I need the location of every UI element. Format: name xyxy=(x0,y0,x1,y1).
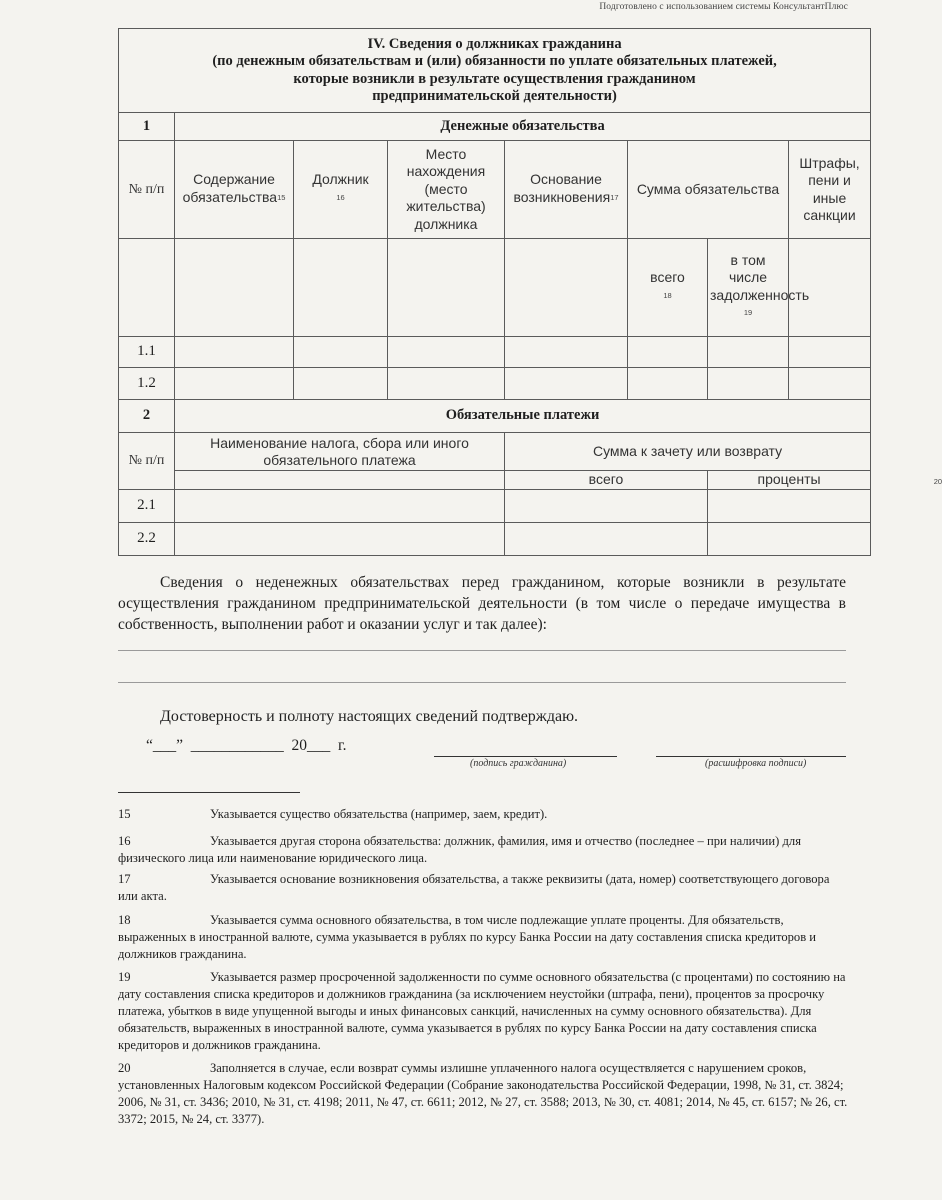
signature-caption: (подпись гражданина) xyxy=(470,758,567,769)
signature-decoding-line[interactable] xyxy=(656,756,846,757)
header-note: Подготовлено с использованием системы КонсультантПлюс xyxy=(599,2,848,12)
section-title: IV. Сведения о должниках гражданина (по денежным обязательствам и (или) обязанности по уплате обязательных платежей, которые возникли в результате осуществления гражданином предпринимательской деятельности) xyxy=(119,29,871,113)
col-header-offset-sum: Сумма к зачету или возврату xyxy=(505,433,871,471)
footnote: 17 Указывается основание возникновения обязательства, а также реквизиты (дата, номер) соответствующего договора или акта. xyxy=(118,872,830,903)
row-number: 1.2 xyxy=(119,368,175,400)
table-cell[interactable] xyxy=(708,368,789,400)
footnote: 18 Указывается сумма основного обязательства, в том числе подлежащие уплате проценты. Для обязательств, выраженных в иностранной валюте, сумма указывается в рублях по курсу Банка России на дату составления списка кредиторов и должников гражданина. xyxy=(118,913,817,961)
table-cell[interactable] xyxy=(294,337,388,368)
table-cell[interactable] xyxy=(789,368,871,400)
footnote: 20 Заполняется в случае, если возврат суммы излишне уплаченного налога осуществляется с нарушением сроков, установленных Налоговым кодексом Российской Федерации (Собрание законодательства Российской Федерации, 1998, № 31, ст. 3824; 2006, № 31, ст. 3436; 2010, № 31, ст. 4198; 2011, № 47, ст. 6611; 2012, № 27, ст. 3588; 2013, № 30, ст. 4081; 2014, № 45, ст. 6157; № 26, ст. 3372; 2015, № 24, ст. 3377). xyxy=(118,1061,848,1126)
table-cell[interactable] xyxy=(175,490,505,523)
table-cell[interactable] xyxy=(708,523,871,556)
table-cell[interactable] xyxy=(175,471,505,490)
non-monetary-obligations-text: Сведения о неденежных обязательствах перед гражданином, которые возникли в результате осуществления гражданином предпринимательской деятельности (в том числе о передаче имущества в собственность, выполнении работ и оказании услуг и так далее): xyxy=(118,574,846,633)
table-cell[interactable] xyxy=(505,337,628,368)
table-cell[interactable] xyxy=(505,368,628,400)
table-cell[interactable] xyxy=(294,239,388,337)
table-cell[interactable] xyxy=(505,239,628,337)
col-header-location: Место нахождения (место жительства) должника xyxy=(388,141,505,239)
footnote: 15 Указывается существо обязательства (например, заем, кредит). xyxy=(118,807,548,821)
fill-in-line[interactable] xyxy=(118,682,846,683)
footnote: 16 Указывается другая сторона обязательства: должник, фамилия, имя и отчество (последнее – при наличии) для физического лица или наименование юридического лица. xyxy=(118,834,801,865)
footnote-separator xyxy=(118,792,300,793)
table-cell[interactable] xyxy=(388,368,505,400)
table-cell[interactable] xyxy=(294,368,388,400)
date-field[interactable]: “___” ____________ 20___ г. xyxy=(146,737,347,754)
col-header-fines: Штрафы, пени и иные санкции xyxy=(789,141,871,239)
table-row xyxy=(119,337,871,368)
table-cell[interactable] xyxy=(789,337,871,368)
table-cell[interactable] xyxy=(628,368,708,400)
table-cell[interactable] xyxy=(708,490,871,523)
signature-line[interactable] xyxy=(434,756,617,757)
table-row xyxy=(119,523,871,556)
table-cell[interactable] xyxy=(505,490,708,523)
table-row xyxy=(119,368,871,400)
col-header-num: № п/п xyxy=(119,141,175,239)
fill-in-line[interactable] xyxy=(118,650,846,651)
table-cell[interactable] xyxy=(175,368,294,400)
table-cell[interactable] xyxy=(388,239,505,337)
mandatory-section-number: 2 xyxy=(119,400,175,433)
sub-header-total: всего $^{18}$ xyxy=(628,239,708,337)
confirmation-text: Достоверность и полноту настоящих сведений подтверждаю. xyxy=(160,708,579,725)
table-cell[interactable] xyxy=(175,523,505,556)
decoding-caption: (расшифровка подписи) xyxy=(705,758,807,769)
footnote: 19 Указывается размер просроченной задолженности по сумме основного обязательства (с процентами) по состоянию на дату составления списка кредиторов и должников гражданина (за исключением неустойки (штрафа, пени), процентов за просрочку платежа, убытков в виде упущенной выгоды и иных финансовых санкций, начисленных на сумму основного обязательства). Для обязательств, выраженных в иностранной валюте, сумма указывается в рублях по курсу Банка России на дату составления списка кредиторов и должников гражданина. xyxy=(118,970,846,1052)
table-cell[interactable] xyxy=(628,337,708,368)
row-number: 2.2 xyxy=(119,523,175,556)
sub-header-total-2: всего xyxy=(505,471,708,490)
table-cell[interactable] xyxy=(119,239,175,337)
table-cell[interactable] xyxy=(505,523,708,556)
col-header-num-2: № п/п xyxy=(119,433,175,490)
debtors-table xyxy=(118,28,942,556)
col-header-sum: Сумма обязательства xyxy=(628,141,789,239)
sub-header-debt: в том числе задолженность $^{19}$ xyxy=(708,239,789,337)
row-number: 1.1 xyxy=(119,337,175,368)
col-header-basis: Основание возникновения$^{17}$ xyxy=(505,141,628,239)
row-number: 2.1 xyxy=(119,490,175,523)
col-header-content: Содержание обязательства$^{15}$ xyxy=(175,141,294,239)
sub-header-percent: проценты 20 xyxy=(708,471,871,490)
table-cell[interactable] xyxy=(175,239,294,337)
col-header-debtor: Должник $^{16}$ xyxy=(294,141,388,239)
monetary-section-number: 1 xyxy=(119,113,175,141)
table-row xyxy=(119,490,871,523)
col-header-payment-name: Наименование налога, сбора или иного обязательного платежа xyxy=(175,433,505,471)
table-cell[interactable] xyxy=(708,337,789,368)
monetary-section-title: Денежные обязательства xyxy=(175,113,871,141)
table-cell[interactable] xyxy=(175,337,294,368)
table-cell[interactable] xyxy=(388,337,505,368)
mandatory-section-title: Обязательные платежи xyxy=(175,400,871,433)
